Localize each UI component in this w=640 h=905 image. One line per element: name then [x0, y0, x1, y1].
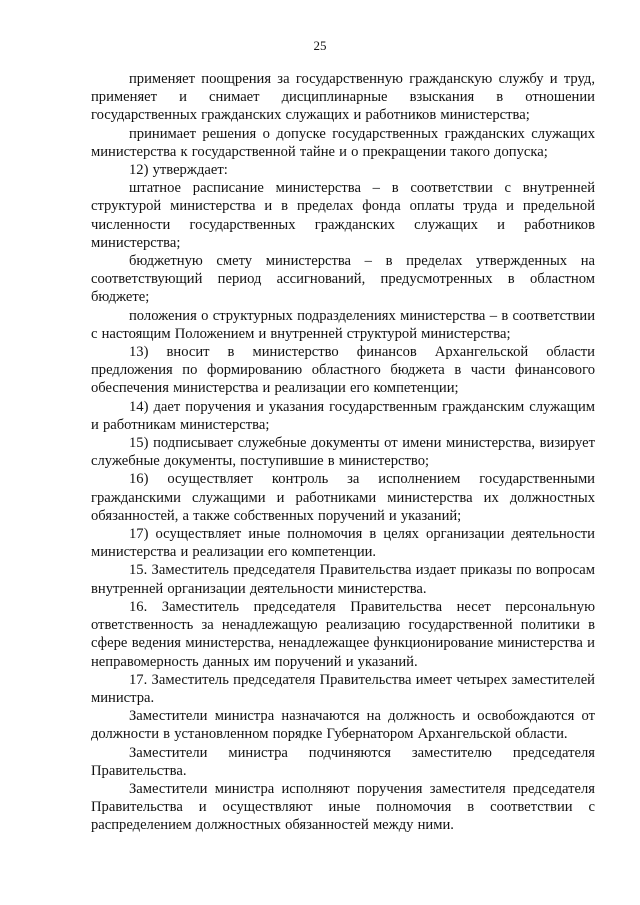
clause: 17. Заместитель председателя Правительства имеет четырех заместителей министра.: [91, 671, 595, 706]
list-item: 14) дает поручения и указания государственным гражданским служащим и работникам министерства;: [91, 398, 595, 433]
paragraph: применяет поощрения за государственную гражданскую службу и труд, применяет и снимает дисциплинарные взыскания в отношении государственных гражданских служащих и работников министерства;: [91, 71, 595, 124]
paragraph: принимает решения о допуске государственных гражданских служащих министерства к государственной тайне и о прекращении такого допуска;: [91, 125, 595, 160]
paragraph: положения о структурных подразделениях министерства – в соответствии с настоящим Положением и внутренней структурой министерства;: [91, 307, 595, 342]
paragraph: Заместители министра подчиняются заместителю председателя Правительства.: [91, 744, 595, 779]
list-item: 12) утверждает:: [129, 162, 228, 179]
list-item: 17) осуществляет иные полномочия в целях организации деятельности министерства и реализации его компетенции.: [91, 526, 595, 561]
paragraph: Заместители министра исполняют поручения заместителя председателя Правительства и осуществляют иные полномочия в соответствии с распределением должностных обязанностей между ними.: [91, 780, 595, 834]
clause: 15. Заместитель председателя Правительства издает приказы по вопросам внутренней организации деятельности министерства.: [91, 562, 595, 597]
list-item: 16) осуществляет контроль за исполнением государственными гражданскими служащими и работниками министерства их должностных обязанностей, а также собственных поручений и указаний;: [91, 471, 595, 524]
paragraph: бюджетную смету министерства – в пределах утвержденных на соответствующий период ассигнований, предусмотренных в областном бюджете;: [91, 253, 595, 306]
page-number: 25: [313, 38, 327, 53]
document-body: [91, 70, 595, 835]
clause: 16. Заместитель председателя Правительства несет персональную ответственность за ненадлежащую реализацию государственной политики в сфере ведения министерства, ненадлежащее функционирование министерства и неправомерность данных им поручений и указаний.: [91, 598, 595, 670]
paragraph: Заместители министра назначаются на должность и освобождаются от должности в установленном порядке Губернатором Архангельской области.: [91, 708, 595, 743]
list-item: 13) вносит в министерство финансов Архангельской области предложения по формированию областного бюджета в части финансового обеспечения министерства и реализации его компетенции;: [91, 344, 595, 397]
list-item: 15) подписывает служебные документы от имени министерства, визирует служебные документы, поступившие в министерство;: [91, 435, 595, 470]
paragraph: штатное расписание министерства – в соответствии с внутренней структурой министерства и в пределах фонда оплаты труда и предельной численности государственных гражданских служащих и работников министерства;: [91, 180, 595, 251]
